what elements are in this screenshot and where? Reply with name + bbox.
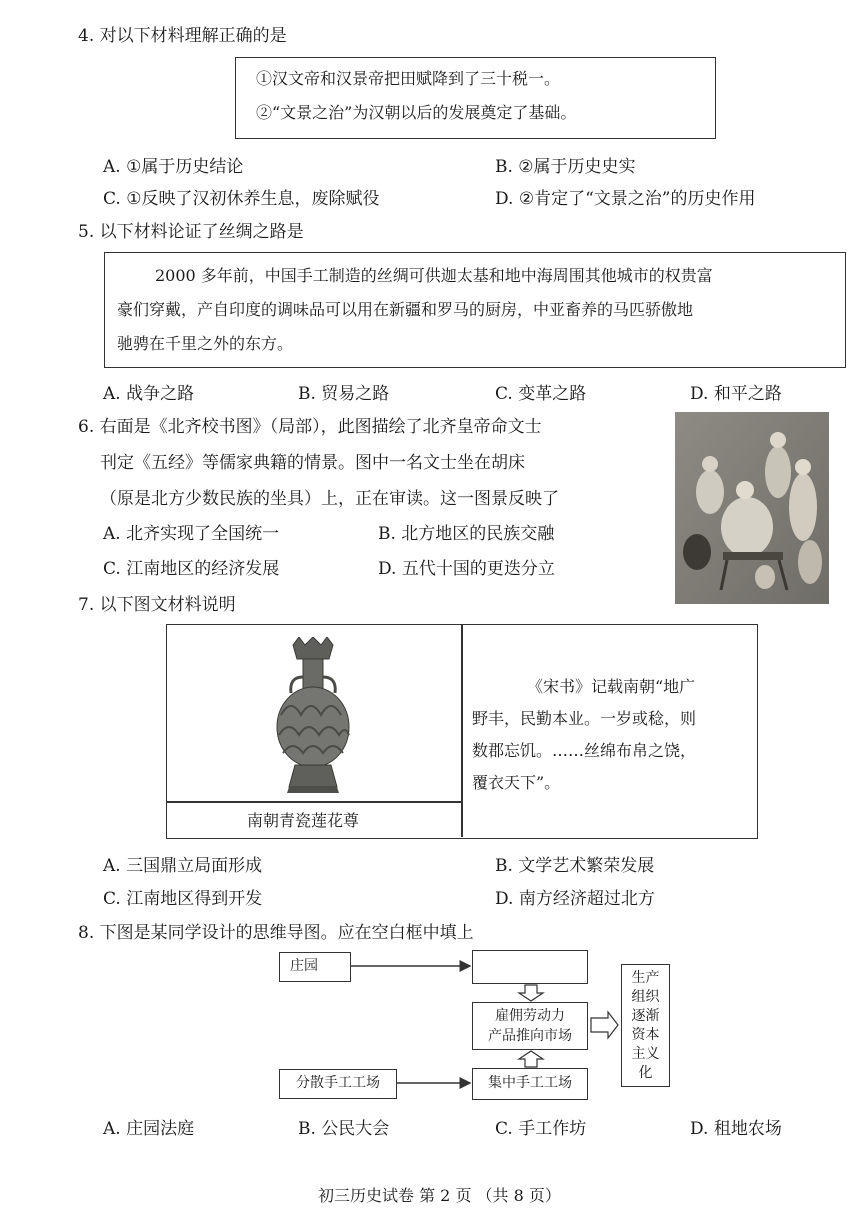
result-line-6: 化 xyxy=(638,1065,653,1081)
mind-map-result-box xyxy=(621,964,670,1087)
q7-option-b[interactable]: B. 文学艺术繁荣发展 xyxy=(495,856,655,876)
q6-stem-line-3: （原是北方少数民族的坐具）上，正在审读。这一图景反映了 xyxy=(100,489,559,509)
q8-option-b[interactable]: B. 公民大会 xyxy=(298,1119,390,1139)
q7-option-a[interactable]: A. 三国鼎立局面形成 xyxy=(103,856,263,876)
q5-material-line-2: 豪们穿戴，产自印度的调味品可以用在新疆和罗马的厨房，中亚畜养的马匹骄傲地 xyxy=(117,300,694,319)
q5-material-line-1: 2000 多年前，中国手工制造的丝绸可供迦太基和地中海周围其他城市的权贵富 xyxy=(155,266,713,285)
q6-stem-line-2: 刊定《五经》等儒家典籍的情景。图中一名文士坐在胡床 xyxy=(100,453,525,473)
q7-text-line-1: 《宋书》记载南朝“地广 xyxy=(527,677,696,696)
labor-line-2: 产品推向市场 xyxy=(488,1028,572,1044)
q4-option-d[interactable]: D. ②肯定了“文景之治”的历史作用 xyxy=(495,189,756,209)
q8-option-d[interactable]: D. 租地农场 xyxy=(690,1119,782,1139)
q4-material-line-1: ①汉文帝和汉景帝把田赋降到了三十税一。 xyxy=(256,69,561,88)
q4-option-c[interactable]: C. ①反映了汉初休养生息，废除赋役 xyxy=(103,189,380,209)
q5-option-a[interactable]: A. 战争之路 xyxy=(103,384,195,404)
result-line-5: 主义 xyxy=(631,1046,660,1062)
mind-map-blank-box[interactable] xyxy=(472,950,588,984)
q6-option-d[interactable]: D. 五代十国的更迭分立 xyxy=(378,559,555,579)
q7-text-line-3: 数郡忘饥。……丝绵布帛之饶， xyxy=(472,741,697,760)
mind-map-labor-box xyxy=(472,1002,588,1050)
q6-option-c[interactable]: C. 江南地区的经济发展 xyxy=(103,559,280,579)
q8-option-c[interactable]: C. 手工作坊 xyxy=(495,1119,587,1139)
result-line-3: 逐渐 xyxy=(631,1008,660,1024)
labor-line-1: 雇佣劳动力 xyxy=(495,1008,565,1024)
q8-stem: 8. 下图是某同学设计的思维导图。应在空白框中填上 xyxy=(78,923,474,943)
result-line-4: 资本 xyxy=(631,1027,660,1043)
q5-stem: 5. 以下材料论证了丝绸之路是 xyxy=(78,222,304,242)
mind-map-manor-box: 庄园 xyxy=(279,952,351,982)
q7-text-line-2: 野丰，民勤本业。一岁或稔，则 xyxy=(472,709,697,728)
q5-option-b[interactable]: B. 贸易之路 xyxy=(298,384,390,404)
q6-option-b[interactable]: B. 北方地区的民族交融 xyxy=(378,524,555,544)
q8-option-a[interactable]: A. 庄园法庭 xyxy=(103,1119,195,1139)
q4-material-line-2: ②“文景之治”为汉朝以后的发展奠定了基础。 xyxy=(256,103,577,122)
result-line-1: 生产 xyxy=(631,970,660,986)
q6-stem-line-1: 6. 右面是《北齐校书图》（局部），此图描绘了北齐皇帝命文士 xyxy=(78,417,542,437)
mind-map-scattered-workshop-box: 分散手工工场 xyxy=(279,1069,397,1099)
q4-option-a[interactable]: A. ①属于历史结论 xyxy=(103,157,244,177)
q4-stem: 4. 对以下材料理解正确的是 xyxy=(78,26,287,46)
q7-text-line-4: 覆衣天下”。 xyxy=(472,773,561,792)
mind-map-concentrated-workshop-box: 集中手工工场 xyxy=(472,1068,588,1100)
q5-option-c[interactable]: C. 变革之路 xyxy=(495,384,587,404)
q7-stem: 7. 以下图文材料说明 xyxy=(78,595,236,615)
q5-material-line-3: 驰骋在千里之外的东方。 xyxy=(117,334,294,353)
q6-option-a[interactable]: A. 北齐实现了全国统一 xyxy=(103,524,280,544)
q7-image-caption: 南朝青瓷莲花尊 xyxy=(247,811,360,830)
q5-option-d[interactable]: D. 和平之路 xyxy=(690,384,782,404)
q4-option-b[interactable]: B. ②属于历史史实 xyxy=(495,157,636,177)
result-line-2: 组织 xyxy=(631,989,660,1005)
q7-option-c[interactable]: C. 江南地区得到开发 xyxy=(103,889,263,909)
page-footer: 初三历史试卷 第 2 页 （共 8 页） xyxy=(318,1186,561,1205)
q7-option-d[interactable]: D. 南方经济超过北方 xyxy=(495,889,655,909)
